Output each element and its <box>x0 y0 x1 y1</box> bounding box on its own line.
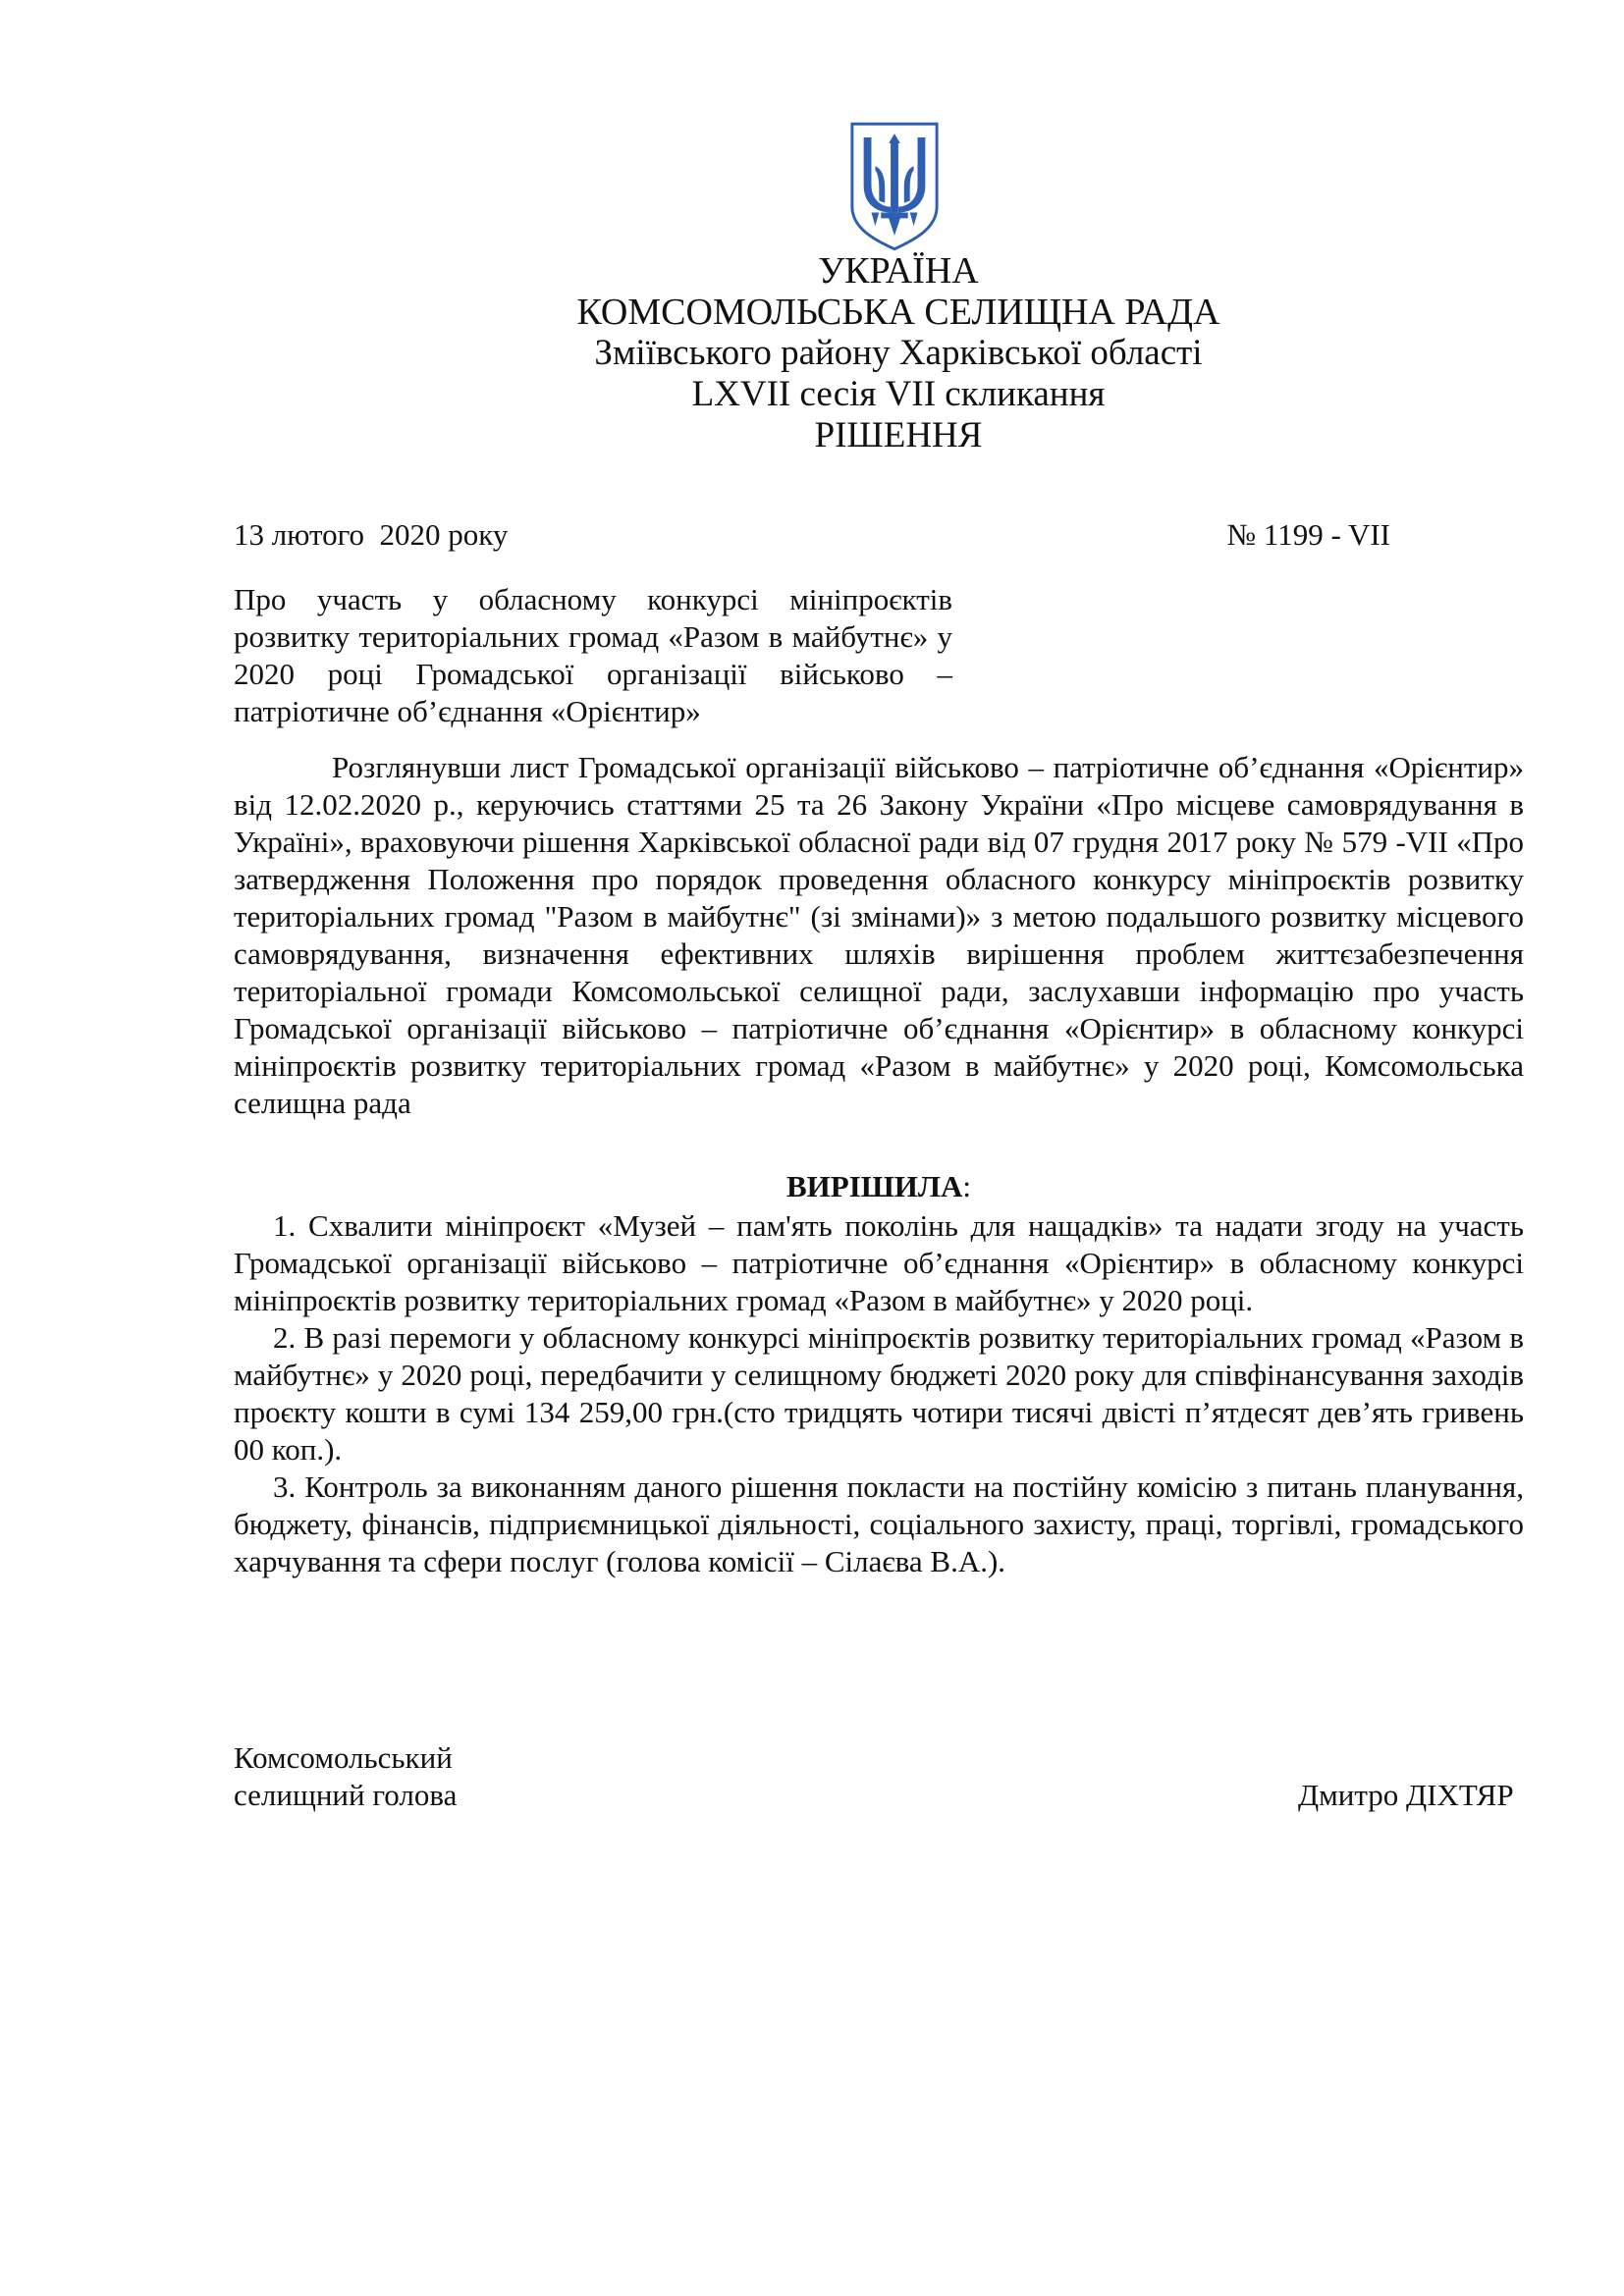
district-title: Зміївського району Харківської області <box>594 333 1203 373</box>
preamble-paragraph: Розглянувши лист Громадської організації військово – патріотичне об’єднання «Орієнтир» від 12.02.2020 р., керуючись статтями 25 та 26 Закону України «Про місцеве самоврядування в Україні», враховуючи рішення Харківської обласної ради від 07 грудня 2017 року № 579 -VII «Про затвердження Положення про порядок проведення обласного конкурсу мініпроєктів розвитку територіальних громад "Разом в майбутнє" (зі змінами)» з метою подальшого розвитку місцевого самоврядування, визначення ефективних шляхів вирішення проблем життєзабезпечення територіальної громади Комсомольської селищної ради, заслухавши інформацію про участь Громадської організації військово – патріотичне об’єднання «Орієнтир» в обласному конкурсі мініпроєктів розвитку територіальних громад «Разом в майбутнє» у 2020 році, Комсомольська селищна рада <box>234 750 1524 1120</box>
signatory-position-line: селищний голова <box>234 1778 458 1812</box>
document-header <box>0 250 1624 456</box>
signatory-position <box>234 1739 457 1814</box>
signatory-name: Дмитро ДІХТЯР <box>1298 1778 1514 1812</box>
country-title: УКРАЇНА <box>818 250 979 292</box>
resolution-item: 3. Контроль за виконанням даного рішення покласти на постійну комісію з питань планування, бюджету, фінансів, підприємницької діяльності, соціального захисту, праці, торгівлі, громадського харчування та сфери послуг (голова комісії – Сілаєва В.А.). <box>234 1469 1524 1578</box>
coat-of-arms-trident-icon <box>846 118 943 253</box>
resolution-item: 1. Схвалити мініпроєкт «Музей – пам'ять поколінь для нащадків» та надати згоду на участь Громадської організації військово – патріотичне об’єднання «Орієнтир» в обласному конкурсі мініпроєктів розвитку територіальних громад «Разом в майбутнє» у 2020 році. <box>234 1208 1524 1317</box>
resolution-items <box>234 1207 1524 1580</box>
council-title: КОМСОМОЛЬСЬКА СЕЛИЩНА РАДА <box>576 292 1220 333</box>
resolved-word: ВИРІШИЛА <box>785 1169 963 1203</box>
resolved-heading <box>0 1169 1624 1204</box>
document-subject: Про участь у обласному конкурсі мініпроєктів розвитку територіальних громад «Разом в майбутнє» у 2020 році Громадської організації військово – патріотичне об’єднання «Орієнтир» <box>234 582 952 728</box>
document-date: 13 лютого 2020 року <box>234 517 509 552</box>
date-number-row <box>234 517 1390 553</box>
document-number: № 1199 - VII <box>1226 517 1390 552</box>
resolved-colon: : <box>962 1169 972 1203</box>
document-type: РІШЕННЯ <box>814 415 983 455</box>
session-title: LXVII сесія VII скликання <box>691 374 1106 414</box>
resolution-item: 2. В разі перемоги у обласному конкурсі мініпроєктів розвитку територіальних громад «Разом в майбутнє» у 2020 році, передбачити у селищному бюджеті 2020 року для співфінансування заходів проєкту кошти в сумі 134 259,00 грн.(сто тридцять чотири тисячі двісті п’ятдесят дев’ять гривень 00 коп.). <box>234 1320 1524 1467</box>
signatory-position-line: Комсомольський <box>234 1740 453 1775</box>
